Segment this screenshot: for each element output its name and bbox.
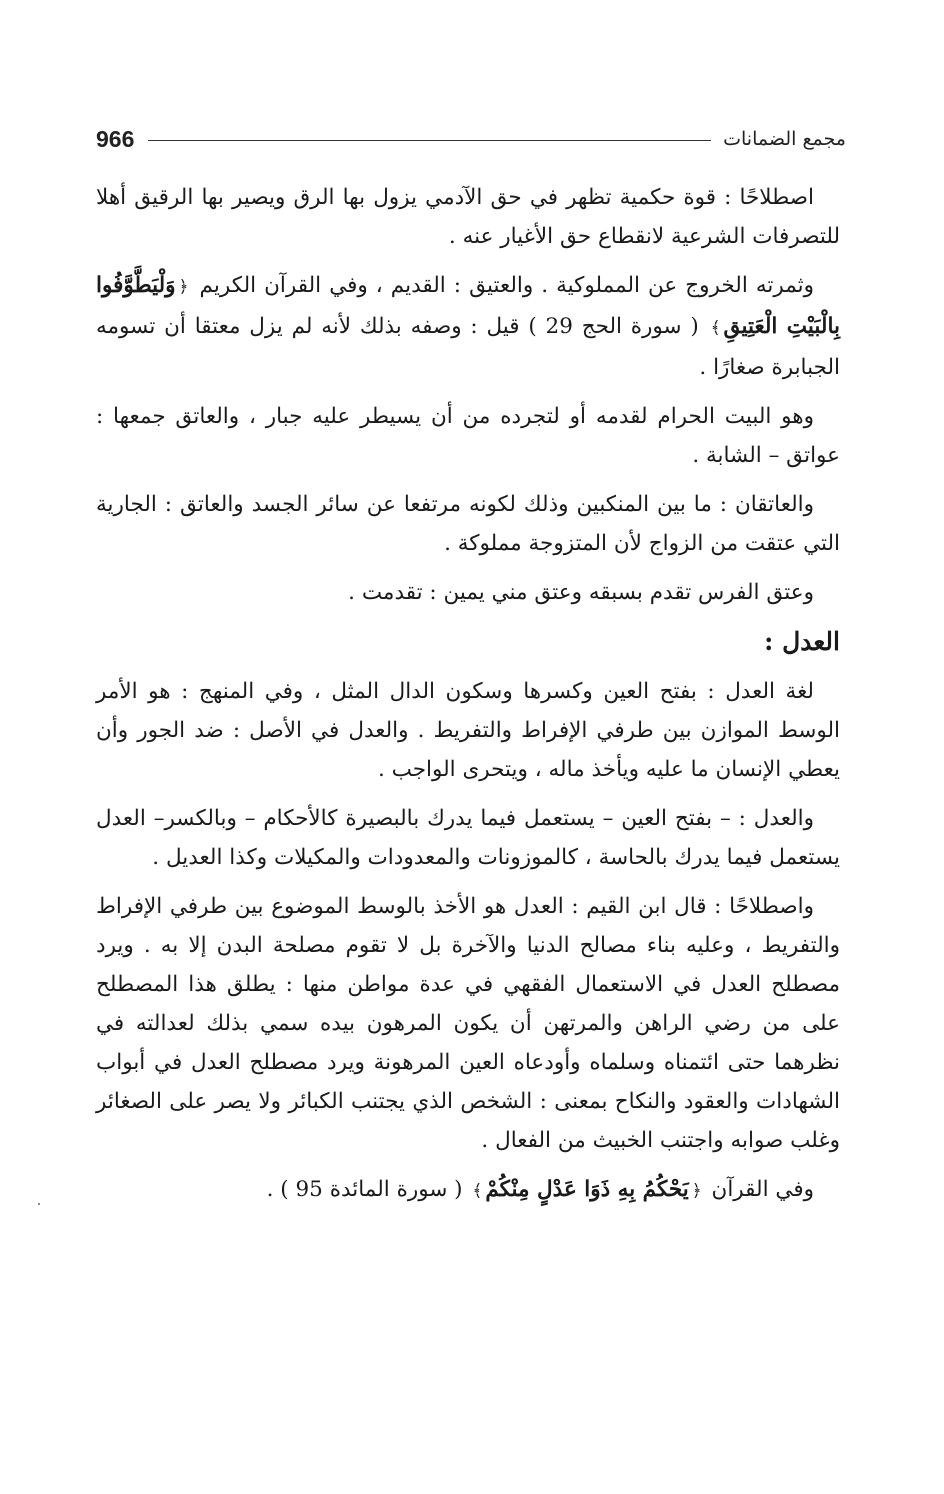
paragraph-adl-technical: واصطلاحًا : قال ابن القيم : العدل هو الأخذ بالوسط الموضوع بين طرفي الإفراط والتفريط ، وعليه بناء مصالح الدنيا والآخرة بل لا تقوم مصلحة البدن إلا به . ويرد مصطلح العدل في الاستعمال الفقهي في عدة مواطن منها : يطلق هذا المصطلح على من رضي الراهن والمرتهن أن يكون المرهون بيده سمي بذلك لعدالته في نظرهما حتى ائتمناه وسلماه وأودعاه العين المرهونة ويرد مصطلح العدل في أبواب الشهادات والعقود والنكاح بمعنى : الشخص الذي يجتنب الكبائر ولا يصر على الصغائر وغلب صوابه واجتنب الخبيث من الفعال . [96, 894, 840, 1153]
paragraph-adl-quran: وفي القرآن ﴿يَحْكُمُ بِهِ ذَوَا عَدْلٍ مِنْكُمْ﴾ ( سورة المائدة 95 ) . [266, 1177, 814, 1202]
paragraph-sacred-house: وهو البيت الحرام لقدمه أو لتجرده من أن يسيطر عليه جبار ، والعاتق جمعها : عواتق – الشابة . [96, 404, 840, 468]
paragraph-shoulders: والعاتقان : ما بين المنكبين وذلك لكونه مرتفعا عن سائر الجسد والعاتق : الجارية التي عتقت من الزواج لأن المتزوجة مملوكة . [96, 492, 840, 556]
header-rule [148, 140, 711, 141]
quran-close-ornament: ﴾ [710, 318, 721, 338]
running-header [96, 122, 846, 156]
quran-open-ornament: ﴿ [691, 1181, 702, 1201]
paragraph-fruit-of-emancipation: وثمرته الخروج عن المملوكية . والعتيق : القديم ، وفي القرآن الكريم ﴿وَلْيَطَّوَّفُوا بِالْبَيْتِ الْعَتِيقِ﴾ ( سورة الحج 29 ) قيل : وصفه بذلك لأنه لم يزل معتقا أن تسومه الجبابرة صغارًا . [96, 273, 840, 380]
paragraph-adl-linguistic: لغة العدل : بفتح العين وكسرها وسكون الدال المثل ، وفي المنهج : هو الأمر الوسط الموازن بين طرفي الإفراط والتفريط . والعدل في الأصل : ضد الجور وأن يعطي الإنسان ما عليه ويأخذ ماله ، ويتحرى الواجب . [96, 679, 840, 782]
paragraph-definition: اصطلاحًا : قوة حكمية تظهر في حق الآدمي يزول بها الرق ويصير بها الرقيق أهلا للتصرفات الشرعية لانقطاع حق الأغيار عنه . [96, 185, 840, 249]
page-number: 966 [96, 125, 135, 152]
margin-mark [38, 1203, 40, 1205]
quran-verse-hajj: وَلْيَطَّوَّفُوا بِالْبَيْتِ الْعَتِيقِ [96, 273, 840, 339]
quran-verse-maida: يَحْكُمُ بِهِ ذَوَا عَدْلٍ مِنْكُمْ [485, 1177, 689, 1202]
book-title: مجمع الضمانات [723, 128, 846, 150]
quran-close-ornament: ﴾ [472, 1181, 483, 1201]
paragraph-adl-vocalization: والعدل : – بفتح العين – يستعمل فيما يدرك بالبصيرة كالأحكام – وبالكسر– العدل يستعمل فيما يدرك بالحاسة ، كالموزونات والمعدودات والمكيلات وكذا العديل . [96, 806, 840, 870]
quran-open-ornament: ﴿ [178, 277, 189, 297]
section-heading: العدل : [764, 627, 840, 656]
page-body [96, 178, 840, 1221]
paragraph-horse: وعتق الفرس تقدم بسبقه وعتق مني يمين : تقدمت . [348, 580, 814, 605]
